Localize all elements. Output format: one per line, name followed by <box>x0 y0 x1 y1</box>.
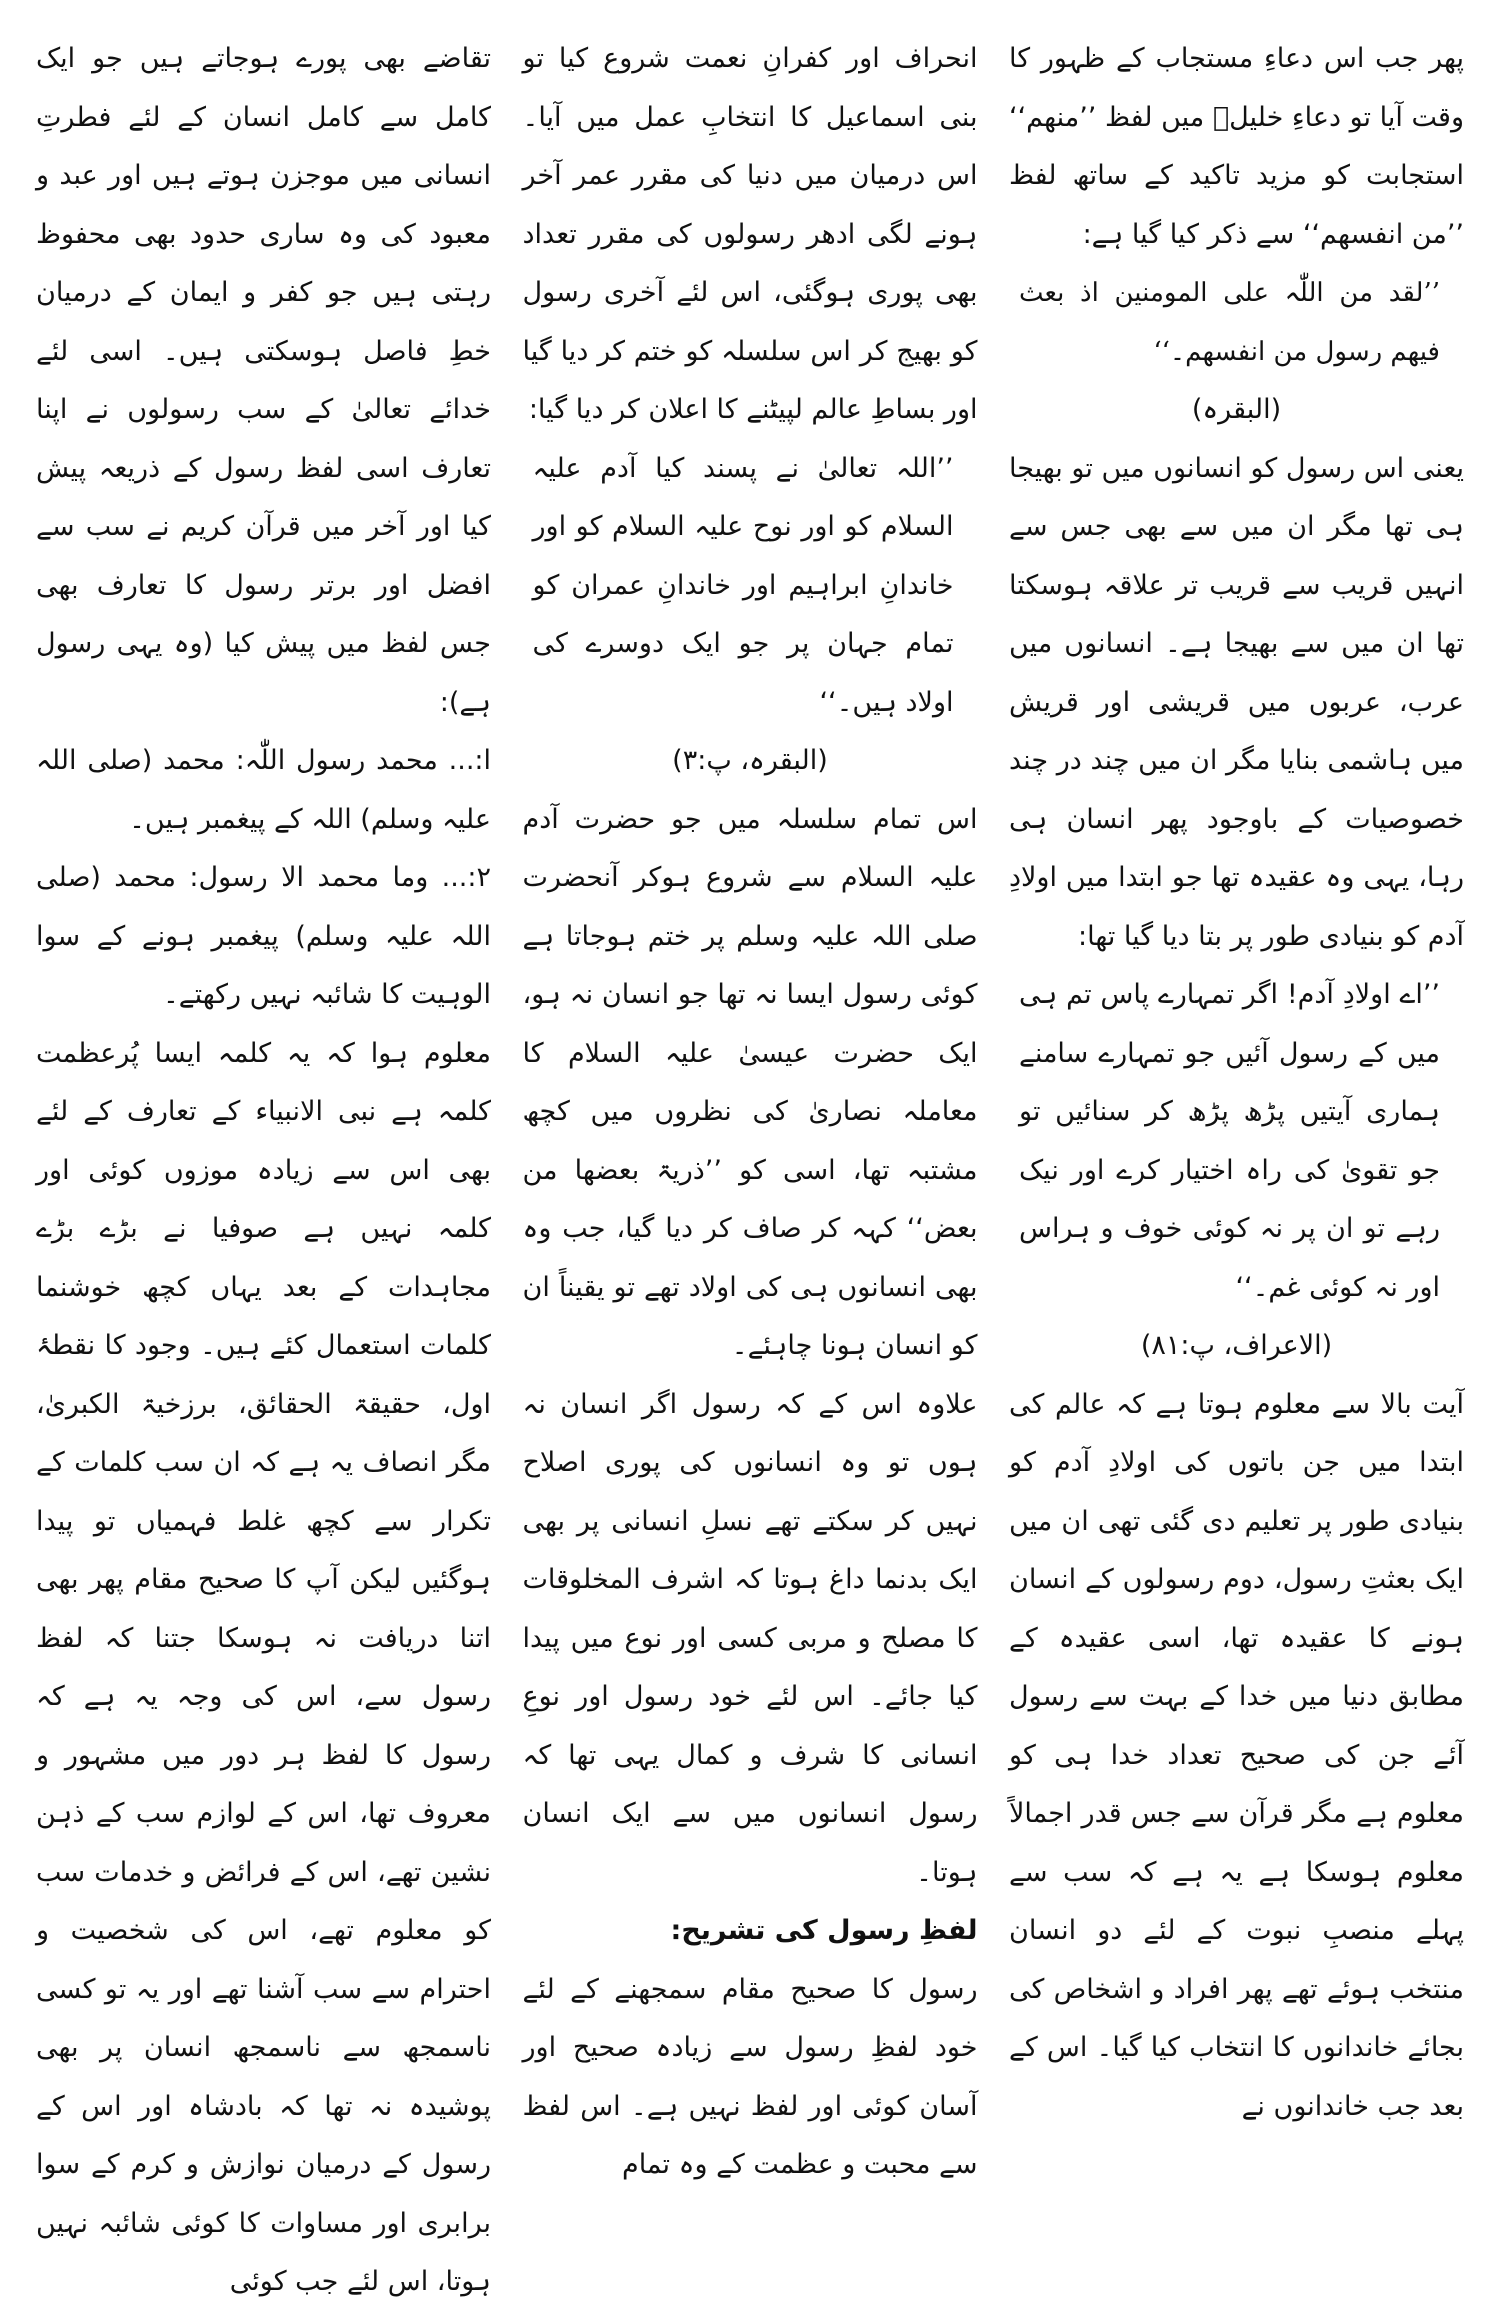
arabic-verse: ’’لقد من اللّٰہ علی المومنین اذ بعث فیھم رسول من انفسھم۔‘‘ <box>1019 278 1440 367</box>
paragraph: انحراف اور کفرانِ نعمت شروع کیا تو بنی اسماعیل کا انتخابِ عمل میں آیا۔ اس درمیان میں دنیا کی مقرر عمر آخر ہونے لگی ادھر رسولوں کی مقرر تعداد بھی پوری ہوگئی، اس لئے آخری رسول کو بھیج کر اس سلسلہ کو ختم کر دیا گیا اور بساطِ عالم لپیٹنے کا اعلان کر دیا گیا: <box>522 43 978 425</box>
verse-reference: (الاعراف، پ:۸۱) <box>1140 1330 1333 1361</box>
paragraph: رسول کا صحیح مقام سمجھنے کے لئے خود لفظِ رسول سے زیادہ صحیح اور آسان کوئی اور لفظ نہیں ہے۔ اس لفظ سے محبت و عظمت کے وہ تمام <box>522 1973 978 2180</box>
paragraph: آیت بالا سے معلوم ہوتا ہے کہ عالم کی ابتدا میں جن باتوں کی اولادِ آدم کو بنیادی طور پر تعلیم دی گئی تھی ان میں ایک بعثتِ رسول، دوم رسولوں کے انسان ہونے کا عقیدہ تھا، اسی عقیدہ کے مطابق دنیا میں خدا کے بہت سے رسول آئے جن کی صحیح تعداد خدا ہی کو معلوم ہے مگر قرآن سے جس قدر اجمالاً معلوم ہوسکا ہے یہ ہے کہ سب سے پہلے منصبِ نبوت کے لئے دو انسان منتخب ہوئے تھے پھر افراد و اشخاص کی بجائے خاندانوں کا انتخاب کیا گیا۔ اس کے بعد جب خاندانوں نے <box>1009 1388 1464 2122</box>
paragraph: پھر جب اس دعاءِ مستجاب کے ظہور کا وقت آیا تو دعاءِ خلیلؑ میں لفظ ’’منھم‘‘ استجابت کو مزید تاکید کے ساتھ لفظ ’’من انفسھم‘‘ سے ذکر کیا گیا ہے: <box>1009 43 1464 250</box>
paragraph: معلوم ہوا کہ یہ کلمہ ایسا پُرعظمت کلمہ ہے نبی الانبیاء کے تعارف کے لئے بھی اس سے زیادہ موزوں کوئی اور کلمہ نہیں ہے صوفیا نے بڑے بڑے مجاہدات کے بعد یہاں کچھ خوشنما کلمات استعمال کئے ہیں۔ وجود کا نقطۂ اول، حقیقۃ الحقائق، برزخیۃ الکبریٰ، مگر انصاف یہ ہے کہ ان سب کلمات کے تکرار سے کچھ غلط فہمیاں تو پیدا ہوگئیں لیکن آپ کا صحیح مقام پھر بھی اتنا دریافت نہ ہوسکا جتنا کہ لفظ رسول سے، اس کی وجہ یہ ہے کہ رسول کا لفظ ہر دور میں مشہور و معروف تھا، اس کے لوازم سب کے ذہن نشین تھے، اس کے فرائض و خدمات سب کو معلوم تھے، اس کی شخصیت و احترام سے سب آشنا تھے اور یہ تو کسی ناسمجھ سے ناسمجھ انسان پر بھی پوشیدہ نہ تھا کہ بادشاہ اور اس کے رسول کے درمیان نوازش و کرم کے سوا برابری اور مساوات کا کوئی شائبہ نہیں ہوتا، اس لئے جب کوئی <box>36 1037 491 2297</box>
paragraph: علاوہ اس کے کہ رسول اگر انسان نہ ہوں تو وہ انسانوں کی پوری اصلاح نہیں کر سکتے تھے نسلِ انسانی پر بھی ایک بدنما داغ ہوتا کہ اشرف المخلوقات کا مصلح و مربی کسی اور نوع میں پیدا کیا جائے۔ اس لئے خود رسول اور نوعِ انسانی کا شرف و کمال یہی تھا کہ رسول انسانوں میں سے ایک انسان ہوتا۔ <box>522 1388 978 1888</box>
verse-reference: (البقرہ) <box>1191 394 1282 425</box>
numbered-item: ۲:... وما محمد الا رسول: محمد (صلی اللہ علیہ وسلم) پیغمبر ہونے کے سوا الوہیت کا شائبہ نہیں رکھتے۔ <box>36 862 491 1010</box>
column-middle <box>522 30 978 2180</box>
verse-reference: (البقرہ، پ:۳) <box>672 745 828 776</box>
section-heading: لفظِ رسول کی تشریح: <box>670 1915 978 1946</box>
column-left <box>36 30 491 2297</box>
column-right <box>1009 30 1464 2170</box>
paragraph: یعنی اس رسول کو انسانوں میں تو بھیجا ہی تھا مگر ان میں سے بھی جس سے انہیں قریب سے قریب تر علاقہ ہوسکتا تھا ان میں سے بھیجا ہے۔ انسانوں میں عرب، عربوں میں قریشی اور قریش میں ہاشمی بنایا مگر ان میں چند در چند خصوصیات کے باوجود پھر انسان ہی رہا، یہی وہ عقیدہ تھا جو ابتدا میں اولادِ آدم کو بنیادی طور پر بتا دیا گیا تھا: <box>1009 452 1464 952</box>
numbered-item: ا:... محمد رسول اللّٰہ: محمد (صلی اللہ علیہ وسلم) اللہ کے پیغمبر ہیں۔ <box>36 745 491 835</box>
quotation: ’’اللہ تعالیٰ نے پسند کیا آدم علیہ السلام کو اور نوح علیہ السلام کو اور خاندانِ ابراہیم اور خاندانِ عمران کو تمام جہان پر جو ایک دوسرے کی اولاد ہیں۔‘‘ <box>532 452 954 718</box>
paragraph: تقاضے بھی پورے ہوجاتے ہیں جو ایک کامل سے کامل انسان کے لئے فطرتِ انسانی میں موجزن ہوتے ہیں اور عبد و معبود کی وہ ساری حدود بھی محفوظ رہتی ہیں جو کفر و ایمان کے درمیان خطِ فاصل ہوسکتی ہیں۔ اسی لئے خدائے تعالیٰ کے سب رسولوں نے اپنا تعارف اسی لفظ رسول کے ذریعہ پیش کیا اور آخر میں قرآن کریم نے سب سے افضل اور برتر رسول کا تعارف بھی جس لفظ میں پیش کیا (وہ یہی رسول ہے): <box>36 43 491 718</box>
quotation: ’’اے اولادِ آدم! اگر تمہارے پاس تم ہی میں کے رسول آئیں جو تمہارے سامنے ہماری آیتیں پڑھ پڑھ کر سنائیں تو جو تقویٰ کی راہ اختیار کرے اور نیک رہے تو ان پر نہ کوئی خوف و ہراس اور نہ کوئی غم۔‘‘ <box>1019 979 1440 1303</box>
paragraph: اس تمام سلسلہ میں جو حضرت آدم علیہ السلام سے شروع ہوکر آنحضرت صلی اللہ علیہ وسلم پر ختم ہوجاتا ہے کوئی رسول ایسا نہ تھا جو انسان نہ ہو، ایک حضرت عیسیٰ علیہ السلام کا معاملہ نصاریٰ کی نظروں میں کچھ مشتبہ تھا، اسی کو ’’ذریۃ بعضھا من بعض‘‘ کہہ کر صاف کر دیا گیا، جب وہ بھی انسانوں ہی کی اولاد تھے تو یقیناً ان کو انسان ہونا چاہئے۔ <box>522 803 978 1361</box>
page <box>36 30 1464 2297</box>
